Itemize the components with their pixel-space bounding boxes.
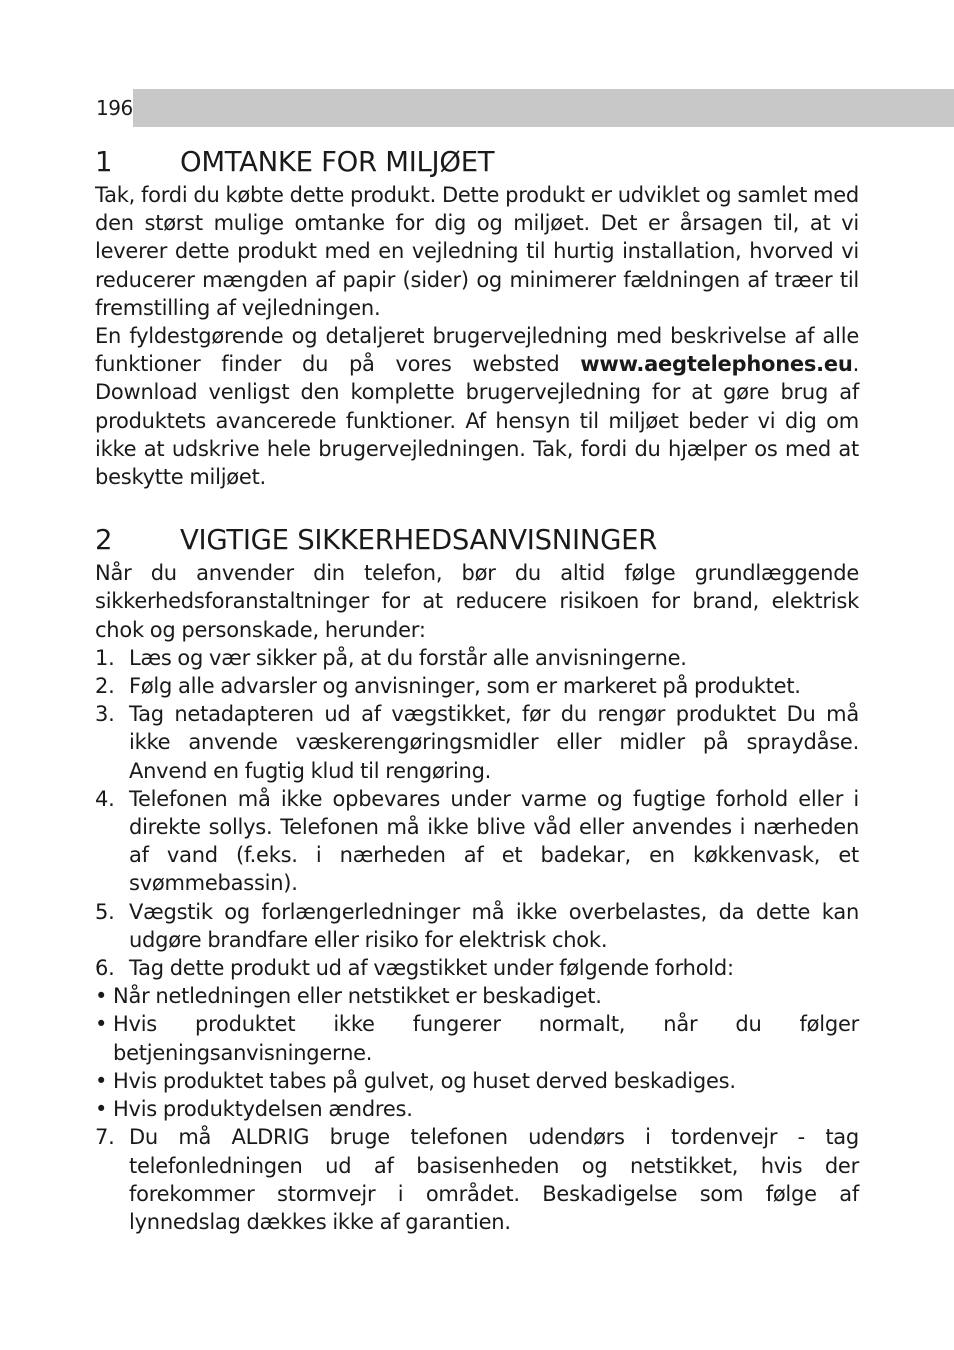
section-environment: [95, 143, 859, 491]
website-link: www.aegtelephones.eu: [580, 352, 853, 377]
page-content: [95, 143, 859, 1236]
list-item-number: 1.: [95, 645, 115, 670]
bullet-icon: •: [95, 984, 108, 1009]
page-number: 196: [96, 96, 133, 120]
paragraph-text: En fyldestgørende og detaljeret brugervejledning med beskrivelse af alle funktioner finder du på vores websted: [95, 324, 859, 377]
numbered-list: [95, 644, 859, 982]
section-title: OMTANKE FOR MILJØET: [180, 146, 495, 178]
bullet-icon: •: [95, 1097, 108, 1122]
section-heading: [95, 521, 859, 559]
bullet-text: Hvis produktet ikke fungerer normalt, når du følger betjeningsanvisningerne.: [113, 1012, 859, 1065]
section-safety: [95, 521, 859, 1236]
list-item: [95, 644, 859, 672]
list-item-text: Tag dette produkt ud af vægstikket under følgende forhold:: [129, 956, 734, 981]
list-item-number: 6.: [95, 956, 115, 981]
bullet-item: [95, 1010, 859, 1066]
section-title: VIGTIGE SIKKERHEDSANVISNINGER: [180, 524, 658, 557]
page-number-box: [95, 89, 133, 127]
list-item-number: 7.: [95, 1125, 115, 1150]
list-item-text: Du må ALDRIG bruge telefonen udendørs i tordenvejr - tag telefonledningen ud af basisenheden og netstikket, hvis der forekommer stormvejr i området. Beskadigelse som følge af lynnedslag dækkes ikke af garantien.: [129, 1125, 859, 1234]
bullet-list: [95, 982, 859, 1123]
list-item: [95, 672, 859, 700]
bullet-item: [95, 1067, 859, 1095]
paragraph-text: . Download venligst den komplette brugervejledning for at gøre brug af produktets avancerede funktioner. Af hensyn til miljøet beder vi dig om ikke at udskrive hele brugervejledningen. Tak, fordi du hjælper os med at beskytte miljøet.: [95, 352, 859, 490]
list-item-number: 5.: [95, 899, 115, 924]
paragraph: [95, 322, 859, 491]
list-item-number: 4.: [95, 786, 115, 811]
section-number: 1: [95, 146, 113, 178]
bullet-item: [95, 1095, 859, 1123]
page-header-bar: [95, 89, 954, 127]
list-item-number: 3.: [95, 702, 115, 727]
bullet-text: Hvis produktet tabes på gulvet, og huset derved beskadiges.: [113, 1068, 736, 1093]
list-item-text: Vægstik og forlængerledninger må ikke overbelastes, da dette kan udgøre brandfare eller risiko for elektrisk chok.: [129, 899, 859, 952]
bullet-icon: •: [95, 1012, 108, 1037]
list-item: [95, 1123, 859, 1236]
intro-paragraph: Når du anvender din telefon, bør du altid følge grundlæggende sikkerhedsforanstaltninger for at reducere risikoen for brand, elektrisk chok og personskade, herunder:: [95, 561, 859, 642]
list-item-text: Tag netadapteren ud af vægstikket, før du rengør produktet Du må ikke anvende væskerengøringsmidler eller midler på spraydåse. Anvend en fugtig klud til rengøring.: [129, 702, 859, 783]
list-item: [95, 954, 859, 982]
section-number: 2: [95, 524, 113, 557]
numbered-list: [95, 1123, 859, 1236]
paragraph: Tak, fordi du købte dette produkt. Dette produkt er udviklet og samlet med den størst mulige omtanke for dig og miljøet. Det er årsagen til, at vi leverer dette produkt med en vejledning til hurtig installation, hvorved vi reducerer mængden af papir (sider) og minimerer fældningen af træer til fremstilling af vejledningen.: [95, 183, 859, 320]
list-item-text: Læs og vær sikker på, at du forstår alle anvisningerne.: [129, 645, 687, 670]
section-heading: [95, 143, 859, 181]
bullet-item: [95, 982, 859, 1010]
bullet-text: Når netledningen eller netstikket er beskadiget.: [113, 984, 602, 1009]
list-item-text: Telefonen må ikke opbevares under varme og fugtige forhold eller i direkte sollys. Telefonen må ikke blive våd eller anvendes i nærheden af vand (f.eks. i nærheden af et badekar, en køkkenvask, et svømmebassin).: [129, 786, 859, 896]
list-item: [95, 898, 859, 954]
list-item: [95, 785, 859, 898]
list-item-number: 2.: [95, 674, 115, 699]
bullet-icon: •: [95, 1068, 108, 1093]
list-item-text: Følg alle advarsler og anvisninger, som er markeret på produktet.: [129, 674, 801, 699]
bullet-text: Hvis produktydelsen ændres.: [113, 1097, 413, 1122]
list-item: [95, 700, 859, 785]
